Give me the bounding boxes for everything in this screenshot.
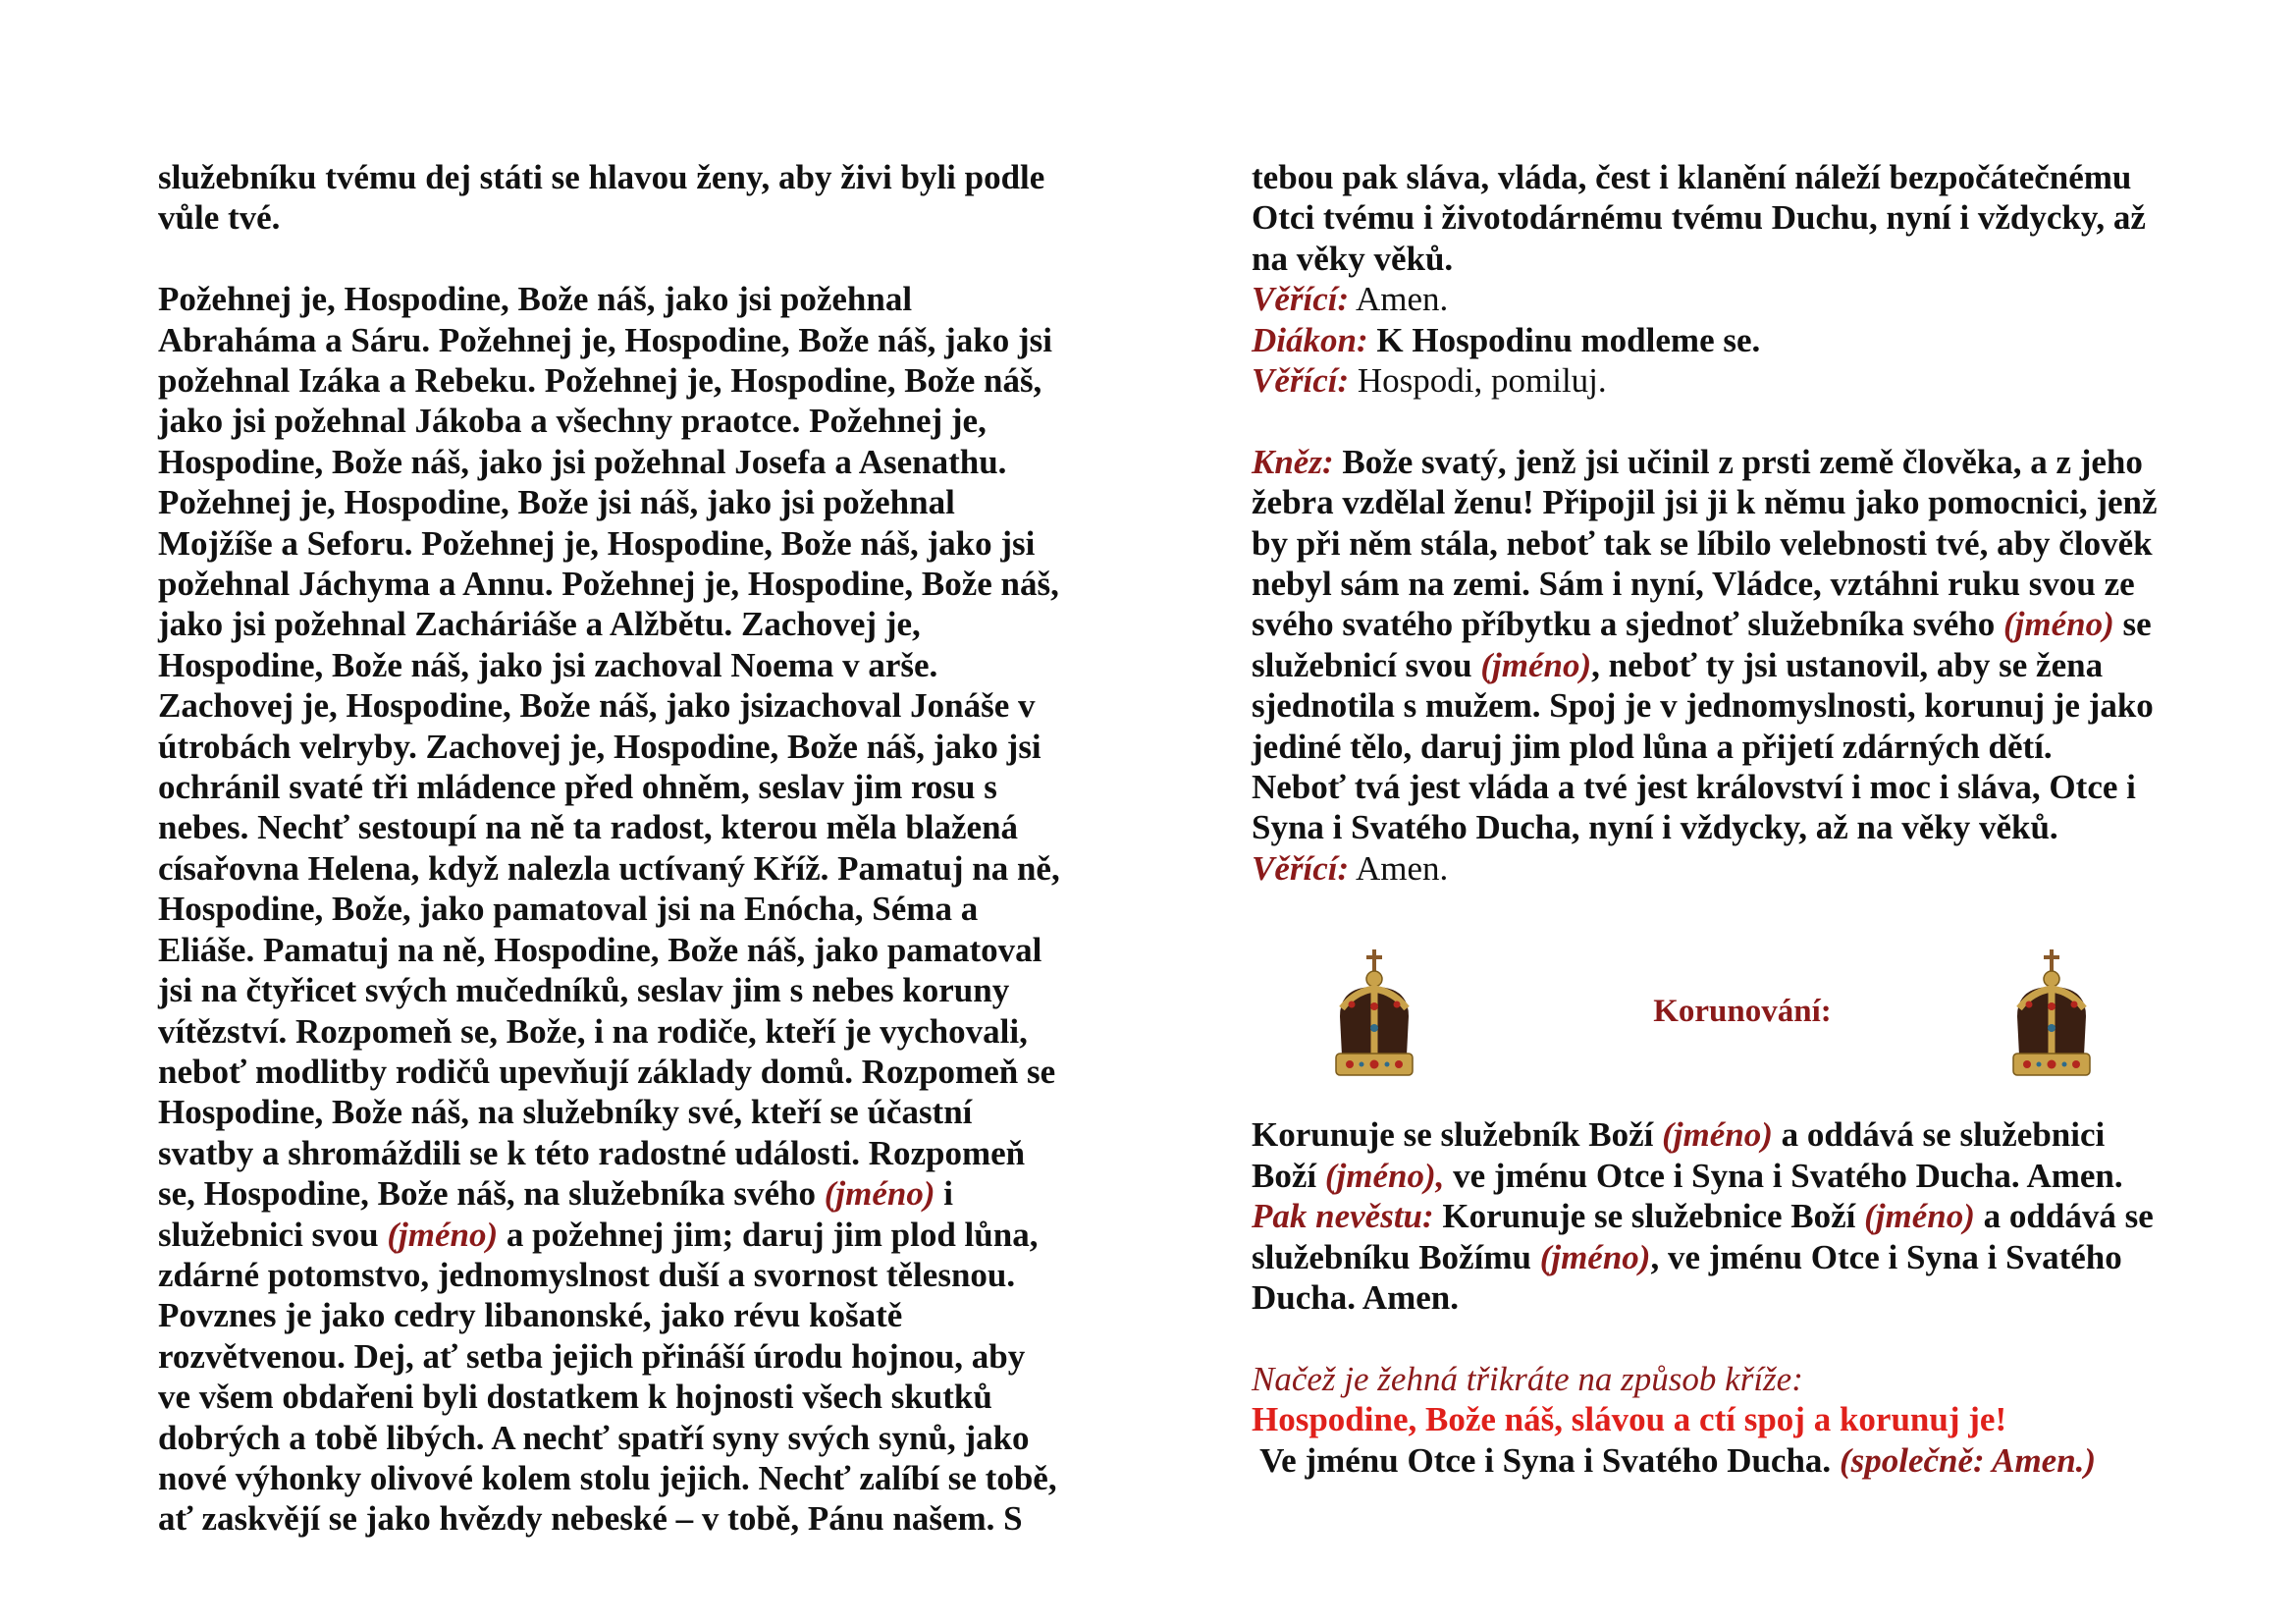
response-line: Věřící: Hospodi, pomiluj. [1252, 361, 1607, 401]
text-line: požehnal Jáchyma a Annu. Požehnej je, Hospodine, Bože náš, [158, 565, 1059, 604]
name-placeholder: (jméno) [387, 1215, 499, 1254]
text-line: rozvětvenou. Dej, ať setba jejich přináší úrodu hojnou, aby [158, 1336, 1026, 1376]
text-line: jsi na čtyřicet svých mučedníků, seslav jim s nebes koruny [158, 971, 1010, 1010]
text-line: Eliáše. Pamatuj na ně, Hospodine, Bože náš, jako pamatoval [158, 930, 1042, 969]
blessing-rubric: Načež je žehná třikráte na způsob kříže: [1252, 1359, 1803, 1398]
left-text-block-end [158, 1255, 1100, 1540]
speaker-label: Diákon: [1252, 320, 1368, 359]
blessing-text: Hospodine, Bože náš, slávou a ctí spoj a korunuj je! [1252, 1400, 2007, 1439]
name-placeholder: (jméno) [824, 1174, 935, 1214]
rubric: Pak nevěstu: [1252, 1197, 1434, 1236]
text-line: Zachovej je, Hospodine, Bože náš, jako jsizachoval Jonáše v [158, 686, 1036, 726]
text-line: neboť modlitby rodičů upevňují základy domů. Rozpomeň se [158, 1052, 1056, 1091]
name-placeholder: (jméno) [1864, 1197, 1975, 1236]
text-line: nové výhonky olivové kolem stolu jejich. Nechť zalíbí se tobě, [158, 1458, 1057, 1497]
text-line: dobrých a tobě libých. A nechť spatří syny svých synů, jako [158, 1418, 1030, 1457]
text-line: Hospodine, Bože, jako pamatoval jsi na Enócha, Séma a [158, 890, 979, 929]
text-line: vítězství. Rozpomeň se, Bože, i na rodiče, kteří je vychovali, [158, 1011, 1028, 1051]
text-line: Požehnej je, Hospodine, Bože jsi náš, jako jsi požehnal [158, 483, 955, 522]
text-line: ve všem obdařeni byli dostatkem k hojnosti všech skutků [158, 1378, 992, 1417]
text-line: útrobách velryby. Zachovej je, Hospodine, Bože náš, jako jsi [158, 727, 1041, 766]
priest-prayer: Kněz: Bože svatý, jenž jsi učinil z prsti země člověka, a z jeho žebra vzdělal ženu! Připojil jsi ji k němu jako pomocnici, jenž by při něm stála, neboť tak se líbilo velebnosti tvé, aby člověk nebyl sám na zemi. Sám i nyní, Vládce, vztáhni ruku svou ze svého svatého příbytku a sjednoť služebníka svého (jméno) se služebnicí svou (jméno), neboť ty jsi ustanovil, aby se žena sjednotila s mužem. Spoj je v jednomyslnosti, korunuj je jako jediné tělo, daruj jim plod lůna a přijetí zdárných dětí. Neboť tvá jest vláda a tvé jest království i moc i sláva, Otce i Syna i Svatého Ducha, nyní i vždycky, až na věky věků. [1252, 442, 2158, 847]
left-text-block [158, 157, 1100, 1173]
text-line: Mojžíše a Seforu. Požehnej je, Hospodine, Bože náš, jako jsi [158, 523, 1036, 563]
name-placeholder: (jméno) [2003, 605, 2114, 644]
speaker-label: Věřící: [1252, 361, 1350, 401]
speaker-label: Věřící: [1252, 280, 1350, 319]
text-line: císařovna Helena, když nalezla uctívaný Kříž. Pamatuj na ně, [158, 848, 1060, 888]
text-line: zdárné potomstvo, jednomyslnost duší a svornost tělesnou. [158, 1255, 1016, 1294]
text-line: Hospodine, Bože náš, jako jsi požehnal Josefa a Asenathu. [158, 442, 1007, 481]
text-line: jako jsi požehnal Zacháriáše a Alžbětu. Zachovej je, [158, 605, 921, 644]
text-line: vůle tvé. [158, 198, 281, 238]
response-line: Věřící: Amen. [1252, 280, 1449, 319]
text-line [158, 239, 1100, 279]
response-line: Diákon: K Hospodinu modleme se. [1252, 320, 1761, 359]
text-line: ať zaskvějí se jako hvězdy nebeské – v tobě, Pánu našem. S [158, 1499, 1023, 1539]
crown-icon [2007, 947, 2096, 1090]
name-placeholder: (jméno), [1324, 1156, 1445, 1195]
name-placeholder: (jméno) [1480, 645, 1592, 684]
text-line: na věky věků. [1252, 239, 1454, 278]
right-top-text [1252, 157, 2233, 279]
text-line: požehnal Izáka a Rebeku. Požehnej je, Hospodine, Bože náš, [158, 361, 1042, 401]
text-line: Hospodine, Bože náš, jako jsi zachoval Noema v arše. [158, 645, 938, 684]
text-line: Otci tvému i životodárnému tvému Duchu, nyní i vždycky, až [1252, 198, 2146, 238]
left-name-line-2: služebnici svou (jméno) a požehnej jim; daruj jim plod lůna, [158, 1215, 1039, 1254]
speaker-label: Kněz: [1252, 442, 1334, 481]
left-name-line-1: se, Hospodine, Bože náš, na služebníka svého (jméno) i [158, 1174, 953, 1214]
blessing-closing: Ve jménu Otce i Syna i Svatého Ducha. (společně: Amen.) [1252, 1440, 2097, 1480]
text-line: Abraháma a Sáru. Požehnej je, Hospodine, Bože náš, jako jsi [158, 320, 1052, 359]
speaker-label: Věřící: [1252, 848, 1350, 888]
name-placeholder: (jméno) [1539, 1237, 1651, 1276]
together-rubric: (společně: Amen.) [1839, 1440, 2097, 1480]
right-column [1252, 157, 2233, 1481]
text-line: jako jsi požehnal Jákoba a všechny praotce. Požehnej je, [158, 402, 987, 441]
text-line: svatby a shromáždili se k této radostné události. Rozpomeň [158, 1133, 1026, 1172]
response-line: Věřící: Amen. [1252, 848, 1449, 888]
text-line: Požehnej je, Hospodine, Bože náš, jako jsi požehnal [158, 280, 913, 319]
coronation-heading-row [1252, 947, 2233, 1114]
text-line: ochránil svaté tři mládence před ohněm, seslav jim rosu s [158, 768, 997, 807]
left-column [158, 157, 1100, 1540]
text-line: Povznes je jako cedry libanonské, jako révu košatě [158, 1296, 903, 1335]
name-placeholder: (jméno) [1662, 1115, 1773, 1155]
text-line: nebes. Nechť sestoupí na ně ta radost, kterou měla blažená [158, 808, 1019, 847]
text-line: Hospodine, Bože náš, na služebníky své, kteří se účastní [158, 1093, 973, 1132]
text-line: služebníku tvému dej státi se hlavou ženy, aby živi byli podle [158, 158, 1045, 196]
section-heading: Korunování: [1653, 994, 1832, 1030]
text-line: tebou pak sláva, vláda, čest i klanění náleží bezpočátečnému [1252, 158, 2132, 196]
coronation-text: Korunuje se služebník Boží (jméno) a oddává se služebnici Boží (jméno), ve jménu Otce i Syna i Svatého Ducha. Amen. Pak nevěstu: Korunuje se služebnice Boží (jméno) a oddává se služebníku Božímu (jméno), ve jménu Otce i Syna i Svatého Ducha. Amen. [1252, 1115, 2154, 1317]
